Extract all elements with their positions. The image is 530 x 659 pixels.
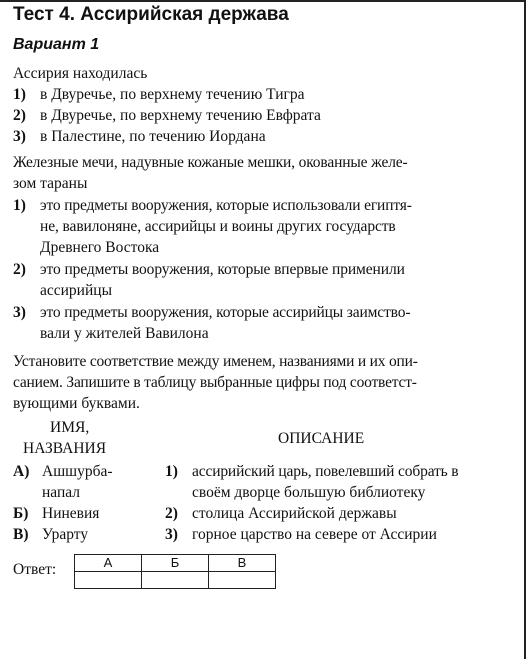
- q1-option-1-text: в Двуречье, по верхнему течению Тигра: [40, 86, 305, 103]
- q1-option-3-text: в Палестине, по течению Иордана: [40, 128, 266, 145]
- q2-option-2-line-2: ассирийцы: [40, 282, 112, 299]
- page-title: Тест 4. Ассирийская держава: [13, 4, 289, 25]
- q1-option-2-text: в Двуречье, по верхнему течению Евфрата: [40, 107, 321, 124]
- variant-heading: Вариант 1: [13, 36, 100, 53]
- answer-cell-b[interactable]: [142, 572, 209, 589]
- match-right-2-number: 2): [165, 505, 178, 522]
- answer-table-header-row: [75, 555, 276, 572]
- match-left-a-line-1: Ашшурба-: [42, 463, 113, 480]
- match-left-a-line-2: напал: [42, 484, 81, 501]
- match-left-c-text: Урарту: [42, 526, 89, 543]
- answer-table-input-row: [75, 572, 276, 589]
- answer-cell-c[interactable]: [209, 572, 276, 589]
- q2-option-3-line-2: вали у жителей Вавилона: [40, 325, 209, 342]
- q2-option-2-line-1: это предметы вооружения, которые впервые применили: [40, 261, 405, 278]
- q3-stem-line-3: вующими буквами.: [13, 395, 140, 412]
- answer-column-a-header: А: [75, 555, 142, 572]
- q2-option-1-line-3: Древнего Востока: [40, 239, 160, 256]
- q1-option-1-number: 1): [13, 86, 26, 103]
- q3-stem-line-2: санием. Запишите в таблицу выбранные цифры под соответст-: [13, 374, 417, 391]
- left-column-header-line-2: НАЗВАНИЯ: [23, 440, 107, 457]
- right-border: [524, 0, 526, 659]
- match-right-1-line-2: своём дворце большую библиотеку: [192, 484, 426, 501]
- q1-option-3-number: 3): [13, 128, 26, 145]
- answer-column-c-header: В: [209, 555, 276, 572]
- q1-stem: Ассирия находилась: [13, 65, 148, 82]
- top-border: [0, 0, 526, 2]
- q2-option-1-line-1: это предметы вооружения, которые использовали египтя-: [40, 197, 412, 214]
- left-column-header-line-1: ИМЯ,: [50, 419, 90, 436]
- q2-stem-line-2: зом тараны: [13, 175, 88, 192]
- q2-option-1-line-2: не, вавилоняне, ассирийцы и воины других государств: [40, 218, 396, 235]
- match-right-1-number: 1): [165, 463, 178, 480]
- answer-label: Ответ:: [13, 561, 57, 578]
- answer-cell-a[interactable]: [75, 572, 142, 589]
- match-left-b-letter: Б): [13, 505, 29, 522]
- match-left-c-letter: В): [13, 526, 29, 543]
- answer-table: [74, 554, 276, 589]
- match-right-1-line-1: ассирийский царь, повелевший собрать в: [192, 463, 459, 480]
- match-right-2-text: столица Ассирийской державы: [192, 505, 397, 522]
- q2-option-3-line-1: это предметы вооружения, которые ассирийцы заимство-: [40, 304, 411, 321]
- q1-option-2-number: 2): [13, 107, 26, 124]
- q2-option-3-number: 3): [13, 304, 26, 321]
- q2-option-1-number: 1): [13, 197, 26, 214]
- q3-stem-line-1: Установите соответствие между именем, названиями и их опи-: [13, 353, 418, 370]
- q2-stem-line-1: Железные мечи, надувные кожаные мешки, окованные желе-: [13, 154, 408, 171]
- match-left-b-text: Ниневия: [42, 505, 100, 522]
- match-right-3-number: 3): [165, 526, 178, 543]
- match-left-a-letter: А): [13, 463, 30, 480]
- answer-column-b-header: Б: [142, 555, 209, 572]
- q2-option-2-number: 2): [13, 261, 26, 278]
- right-column-header: ОПИСАНИЕ: [278, 430, 365, 447]
- match-right-3-text: горное царство на севере от Ассирии: [192, 526, 437, 543]
